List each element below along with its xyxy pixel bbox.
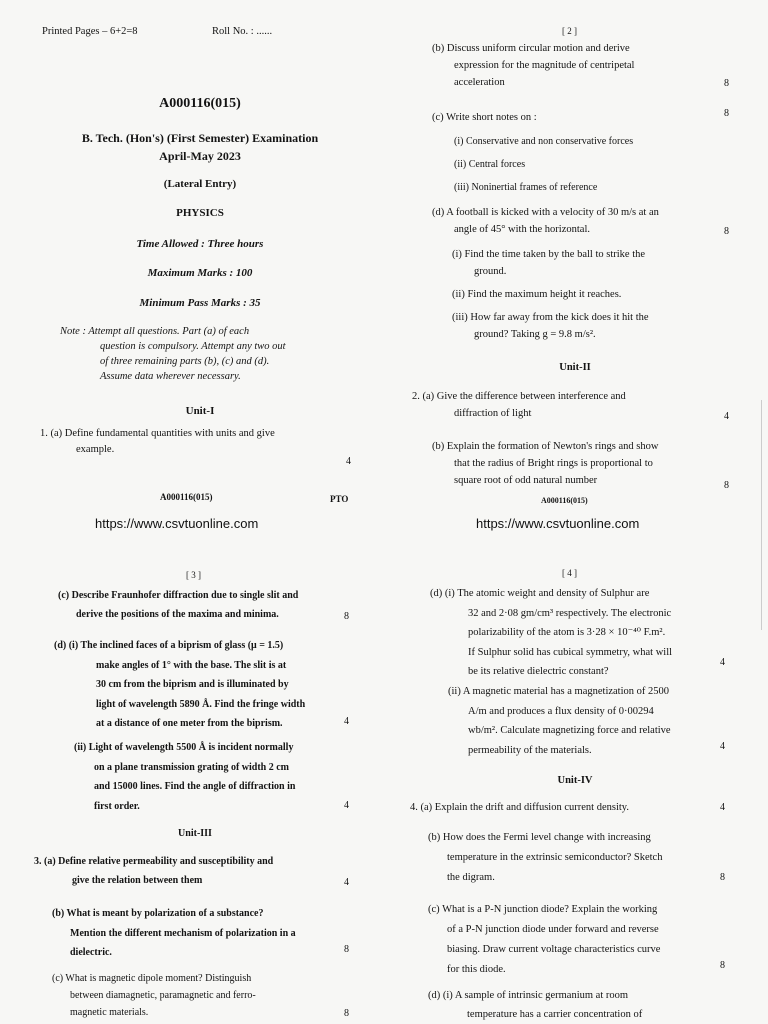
- page-number: [ 4 ]: [562, 568, 577, 578]
- question-1d-subparts: (i) Find the time taken by the ball to strike the ground. (ii) Find the maximum height it reaches. (iii) How far away from the kick does it hit the ground? Taking g = 9.8 m/s².: [452, 249, 649, 340]
- question-1c-items: (i) Conservative and non conservative forces (ii) Central forces (iii) Noninertial frames of reference: [454, 136, 634, 193]
- marks-value: 8: [724, 108, 729, 119]
- sheet-edge: [761, 400, 762, 630]
- marks-value: 4: [344, 877, 349, 888]
- question-3b: (b) What is meant by polarization of a substance? Mention the different mechanism of polarization in a dielectric.: [52, 908, 296, 958]
- question-3d-i: (d) (i) The atomic weight and density of Sulphur are 32 and 2·08 gm/cm³ respectively. The electronic polarizability of the atom is 3·28 × 10⁻⁴⁰ F.m². If Sulphur solid has cubical symmetry, what will be its relative dielectric constant?: [430, 588, 673, 677]
- marks-value: 8: [720, 872, 725, 883]
- page-number: [ 3 ]: [186, 570, 201, 580]
- maximum-marks: Maximum Marks : 100: [147, 267, 253, 279]
- question-4b: (b) How does the Fermi level change with increasing temperature in the extrinsic semiconductor? Sketch the digram.: [428, 832, 663, 883]
- printed-pages: Printed Pages – 6+2=8: [42, 26, 138, 37]
- unit-heading: Unit-I: [185, 405, 215, 417]
- marks-value: 4: [724, 411, 729, 422]
- paper-code: A000116(015): [159, 96, 241, 111]
- question-2d-ii: (ii) Light of wavelength 5500 Å is incident normally on a plane transmission grating of width 2 cm and 15000 lines. Find the angle of diffraction in first order.: [74, 742, 296, 812]
- marks-value: 8: [344, 611, 349, 622]
- marks-value: 4: [720, 802, 725, 813]
- footer-paper-code: A000116(015): [160, 492, 213, 502]
- unit-heading: Unit-IV: [557, 775, 593, 786]
- marks-value: 8: [724, 226, 729, 237]
- page-number: [ 2 ]: [562, 26, 577, 36]
- pto-label: PTO: [330, 494, 349, 504]
- question-1c: (c) Write short notes on :: [432, 112, 537, 123]
- question-1d: (d) A football is kicked with a velocity of 30 m/s at an angle of 45° with the horizontal.: [432, 207, 659, 235]
- source-url: https://www.csvtuonline.com: [476, 516, 640, 531]
- question-2c: (c) Describe Fraunhofer diffraction due to single slit and derive the positions of the maxima and minima.: [58, 590, 299, 620]
- marks-value: 8: [724, 480, 729, 491]
- question-3d-ii: (ii) A magnetic material has a magnetization of 2500 A/m and produces a flux density of 0·00294 wb/m². Calculate magnetizing force and relative permeability of the materials.: [448, 686, 671, 756]
- instructions-note: Note : Attempt all questions. Part (a) of each question is compulsory. Attempt any two out of three remaining parts (b), (c) and (d). Assume data wherever necessary.: [60, 326, 286, 382]
- footer-paper-code: A000116(015): [541, 496, 588, 505]
- question-3c: (c) What is magnetic dipole moment? Distinguish between diamagnetic, paramagnetic and ferro- magnetic materials.: [52, 973, 256, 1018]
- marks-value: 4: [720, 741, 725, 752]
- subject: PHYSICS: [176, 207, 224, 219]
- question-4d-i: (d) (i) A sample of intrinsic germanium at room temperature has a carrier concentration of: [428, 990, 643, 1020]
- source-url: https://www.csvtuonline.com: [95, 516, 259, 531]
- question-1b: (b) Discuss uniform circular motion and derive expression for the magnitude of centripetal acceleration: [432, 43, 635, 88]
- entry-type: (Lateral Entry): [163, 178, 237, 190]
- exam-title: B. Tech. (Hon's) (First Semester) Examination: [81, 131, 319, 145]
- question-2b: (b) Explain the formation of Newton's rings and show that the radius of Bright rings is proportional to square root of odd natural number: [432, 441, 659, 486]
- question-2d-i: (d) (i) The inclined faces of a biprism of glass (μ = 1.5) make angles of 1° with the base. The slit is at 30 cm from the biprism and is illuminated by light of wavelength 5890 Å. Find the fringe width at a distance of one meter from the biprism.: [54, 640, 306, 729]
- marks-value: 8: [720, 960, 725, 971]
- marks-value: 4: [346, 456, 351, 467]
- unit-heading: Unit-II: [559, 362, 591, 373]
- unit-heading: Unit-III: [178, 828, 212, 839]
- marks-value: 4: [344, 800, 349, 811]
- roll-no: Roll No. : ......: [212, 26, 273, 37]
- marks-value: 8: [724, 78, 729, 89]
- time-allowed: Time Allowed : Three hours: [136, 238, 264, 250]
- marks-value: 4: [344, 716, 349, 727]
- marks-value: 8: [344, 1008, 349, 1019]
- question-4c: (c) What is a P-N junction diode? Explain the working of a P-N junction diode under forward and reverse biasing. Draw current voltage characteristics curve for this diode.: [428, 904, 661, 975]
- marks-value: 4: [720, 657, 725, 668]
- minimum-pass-marks: Minimum Pass Marks : 35: [139, 297, 261, 309]
- question-1a: 1. (a) Define fundamental quantities with units and give example.: [40, 428, 275, 455]
- marks-value: 8: [344, 944, 349, 955]
- question-3a: 3. (a) Define relative permeability and susceptibility and give the relation between them: [34, 856, 274, 886]
- question-2a: 2. (a) Give the difference between interference and diffraction of light: [412, 391, 626, 419]
- question-4a: 4. (a) Explain the drift and diffusion current density.: [410, 802, 629, 813]
- exam-session: April-May 2023: [159, 149, 241, 163]
